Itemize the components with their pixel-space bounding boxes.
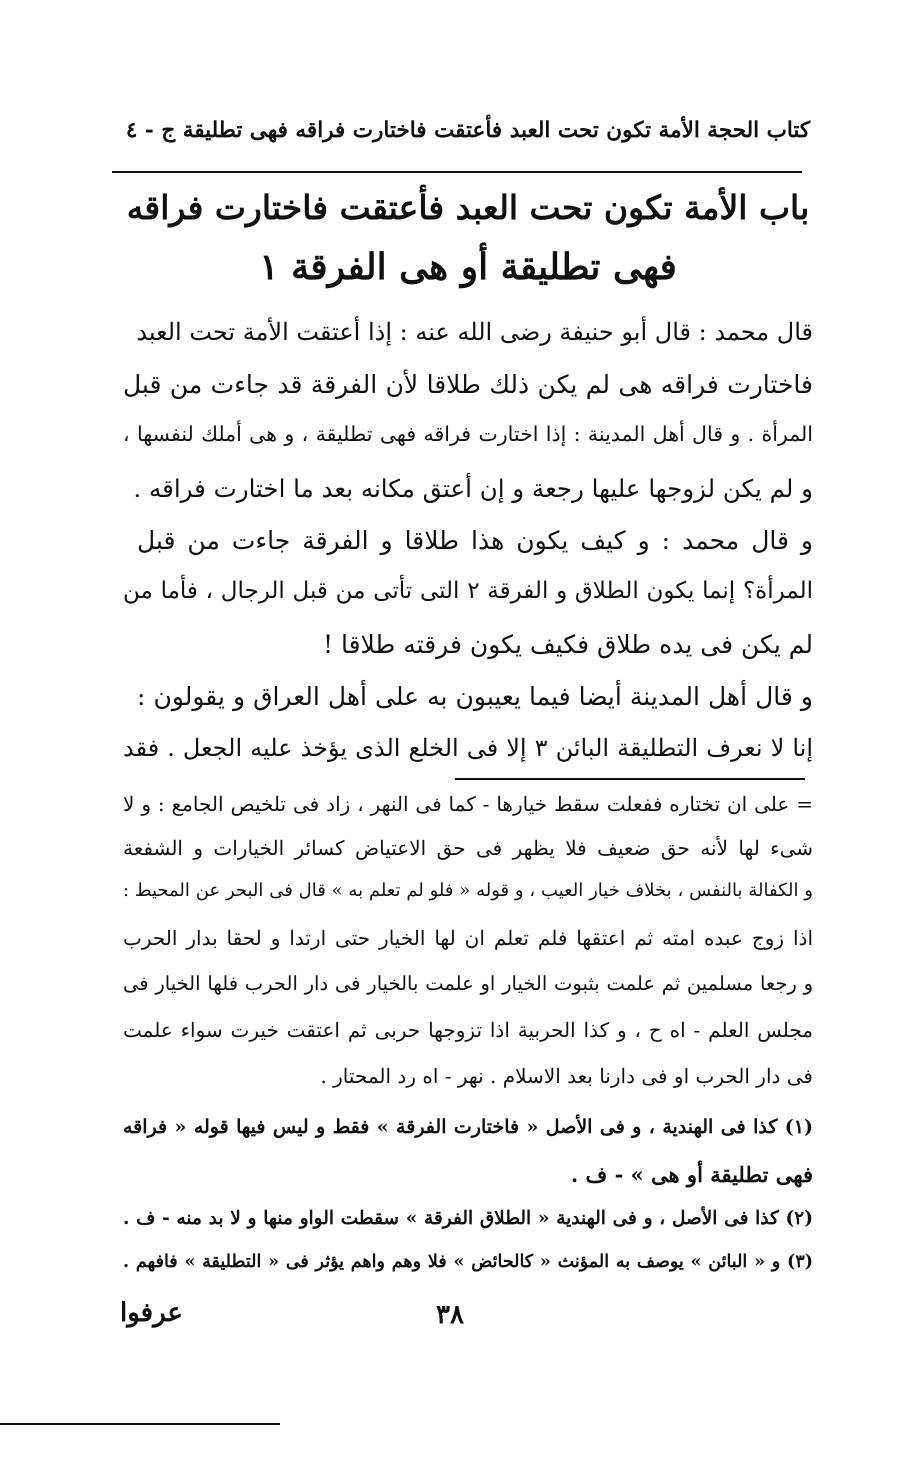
chapter-title-line-2: فهى تطليقة أو هى الفرقة ١ bbox=[259, 246, 677, 288]
body-line: لم يكن فى يده طلاق فكيف يكون فرقته طلاقا ! bbox=[322, 630, 813, 659]
body-line: و قال محمد : و كيف يكون هذا طلاقا و الفرقة جاءت من قبل bbox=[137, 526, 813, 555]
body-line: المرأة؟ إنما يكون الطلاق و الفرقة ٢ التى تأتى من قبل الرجال ، فأما من bbox=[123, 578, 813, 604]
note-line: اذا زوج عبده امته ثم اعتقها فلم تعلم ان لها الخيار حتى ارتدا و لحقا بدار الحرب bbox=[123, 926, 813, 950]
note-line: شىء لها لأنه حق ضعيف فلا يظهر فى حق الاعتياض كسائر الخيارات و الشفعة bbox=[123, 836, 813, 860]
note-line: و رجعا مسلمين ثم علمت بثبوت الخيار او علمت بالخيار فى دار الحرب فلها الخيار فى bbox=[123, 972, 813, 995]
note-line: و الكفالة بالنفس ، بخلاف خيار العيب ، و قوله « فلو لم تعلم به » قال فى البحر عن المحيط : bbox=[123, 880, 813, 901]
body-line: و قال أهل المدينة أيضا فيما يعيبون به على أهل العراق و يقولون : bbox=[137, 682, 813, 711]
note-line: = على ان تختاره ففعلت سقط خيارها - كما فى النهر ، زاد فى تلخيص الجامع : و لا bbox=[123, 792, 813, 816]
footnote-2: (٢) كذا فى الأصل ، و فى الهندية « الطلاق الفرقة » سقطت الواو منها و لا بد منه - ف . bbox=[123, 1208, 813, 1229]
page-number: ٣٨ bbox=[436, 1300, 464, 1330]
footnote-1: (١) كذا فى الهندية ، و فى الأصل « فاختارت الفرقة » فقط و ليس فيها قوله « فراقه bbox=[123, 1116, 813, 1138]
footnote-3: (٣) و « البائن » يوصف به المؤنث « كالحائض » فلا وهم واهم يؤثر فى « التطليقة » فافهم . bbox=[123, 1252, 813, 1272]
running-head: كتاب الحجة الأمة تكون تحت العبد فأعتقت فاختارت فراقه فهى تطليقة ج - ٤ bbox=[125, 118, 811, 143]
body-line: قال محمد : قال أبو حنيفة رضى الله عنه : إذا أعتقت الأمة تحت العبد bbox=[136, 318, 813, 346]
note-line: مجلس العلم - اه ح ، و كذا الحربية اذا تزوجها حربى ثم اعتقت خيرت سواء علمت bbox=[123, 1018, 813, 1042]
header-rule bbox=[112, 171, 802, 173]
chapter-title-line-1: باب الأمة تكون تحت العبد فأعتقت فاختارت فراقه bbox=[126, 188, 810, 227]
footnote-separator bbox=[455, 778, 805, 780]
footnote-1-continued: فهى تطليقة أو هى » - ف . bbox=[570, 1162, 813, 1187]
body-line: فاختارت فراقه هى لم يكن ذلك طلاقا لأن الفرقة قد جاءت من قبل bbox=[123, 370, 813, 399]
body-line: إنا لا نعرف التطليقة البائن ٣ إلا فى الخلع الذى يؤخذ عليه الجعل . فقد bbox=[123, 734, 814, 762]
body-line: المرأة . و قال أهل المدينة : إذا اختارت فراقه فهى تطليقة ، و هى أملك لنفسها ، bbox=[123, 422, 813, 446]
note-line: فى دار الحرب او فى دارنا بعد الاسلام . نهر - اه رد المحتار . bbox=[320, 1064, 813, 1088]
catchword: عرفوا bbox=[120, 1298, 183, 1328]
scan-edge-line bbox=[0, 1423, 280, 1425]
body-line: و لم يكن لزوجها عليها رجعة و إن أعتق مكانه بعد ما اختارت فراقه . bbox=[133, 474, 813, 503]
